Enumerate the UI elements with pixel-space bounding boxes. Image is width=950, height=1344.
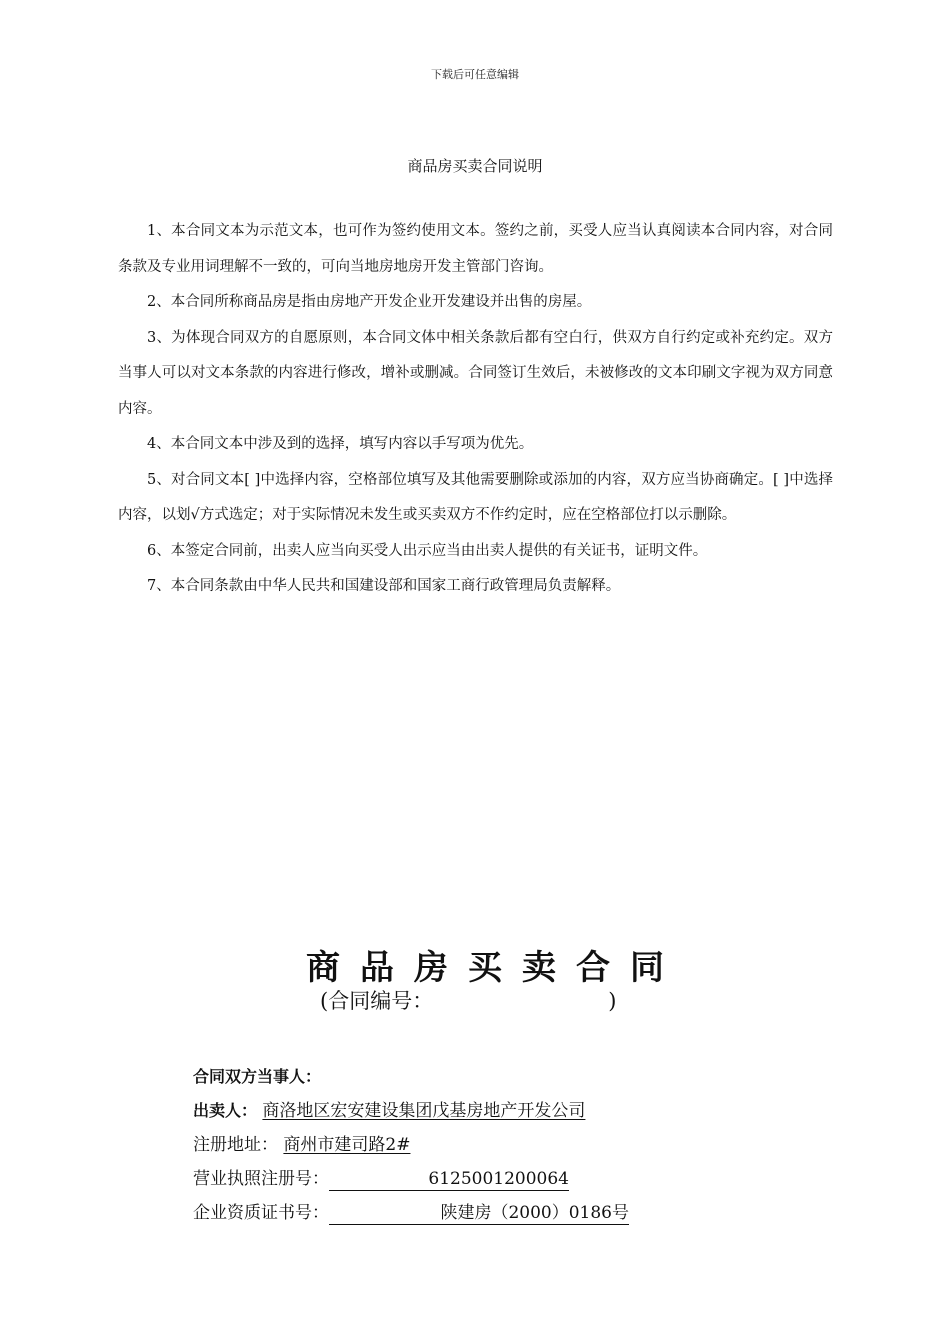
address-value: 商州市建司路2# bbox=[283, 1135, 411, 1155]
parties-heading: 合同双方当事人： bbox=[193, 1067, 322, 1086]
note-item: 7、本合同条款由中华人民共和国建设部和国家工商行政管理局负责解释。 bbox=[147, 578, 621, 594]
note-item: 6、本签定合同前，出卖人应当向买受人出示应当由出卖人提供的有关证书，证明文件。 bbox=[147, 542, 708, 559]
parties-section bbox=[193, 1060, 833, 1230]
note-item: 2、本合同所称商品房是指由房地产开发企业开发建设并出售的房屋。 bbox=[147, 294, 592, 310]
contract-title: 商品房买卖合同 bbox=[306, 948, 684, 988]
seller-label: 出卖人： bbox=[193, 1101, 258, 1120]
qualification-row bbox=[193, 1196, 833, 1230]
notes-title: 商品房买卖合同说明 bbox=[407, 157, 543, 175]
header-note: 下载后可任意编辑 bbox=[431, 68, 519, 81]
note-item: 5、对合同文本[ ]中选择内容，空格部位填写及其他需要删除或添加的内容，双方应当协商确定。[ ]中选择内容，以划√方式选定；对于实际情况未发生或买卖双方不作约定时，应在空格部位打以示删除。 bbox=[118, 471, 833, 523]
note-item: 3、为体现合同双方的自愿原则，本合同文体中相关条款后都有空白行，供双方自行约定或补充约定。双方当事人可以对文本条款的内容进行修改，增补或删减。合同签订生效后，未被修改的文本印刷文字视为双方同意内容。 bbox=[118, 329, 833, 417]
note-item: 4、本合同文本中涉及到的选择，填写内容以手写项为优先。 bbox=[147, 436, 534, 452]
address-row bbox=[193, 1128, 833, 1162]
qualification-value: 陕建房（2000）0186号 bbox=[329, 1202, 629, 1225]
note-item: 1、本合同文本为示范文本，也可作为签约使用文本。签约之前，买受人应当认真阅读本合同内容，对合同条款及专业用词理解不一致的，可向当地房地房开发主管部门咨询。 bbox=[118, 223, 833, 275]
license-value: 6125001200064 bbox=[329, 1168, 569, 1191]
address-label: 注册地址： bbox=[193, 1135, 278, 1155]
contract-number bbox=[320, 985, 616, 1015]
seller-row bbox=[193, 1094, 833, 1128]
contract-number-label: (合同编号： bbox=[320, 989, 434, 1013]
contract-number-close: ) bbox=[608, 989, 617, 1013]
notes-section bbox=[118, 214, 833, 605]
seller-value: 商洛地区宏安建设集团戊基房地产开发公司 bbox=[262, 1101, 586, 1121]
license-row bbox=[193, 1162, 833, 1196]
license-label: 营业执照注册号： bbox=[193, 1169, 329, 1189]
qualification-label: 企业资质证书号： bbox=[193, 1203, 329, 1223]
